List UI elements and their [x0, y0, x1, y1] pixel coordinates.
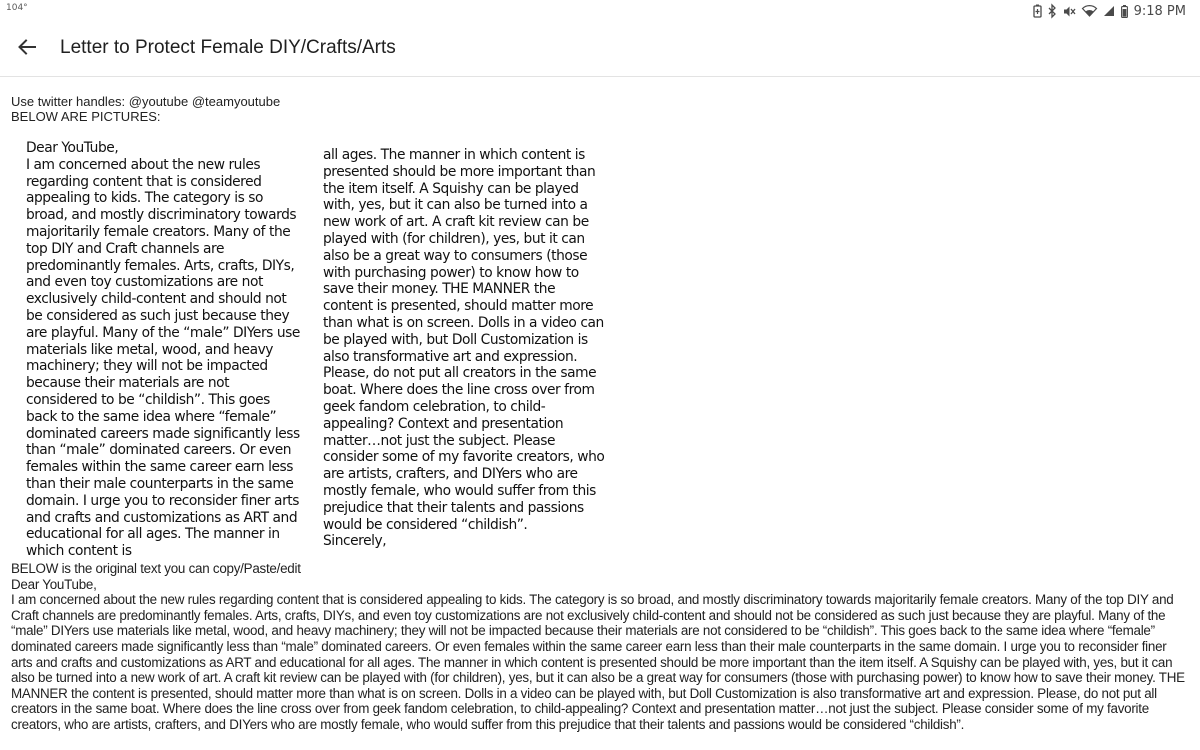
wifi-icon — [1082, 5, 1097, 17]
temperature-text: 104° — [6, 3, 28, 13]
letter-body-part-1: I am concerned about the new rules regarding content that is considered appealing to kids. The category is so broad, and mostly discriminatory towards majoritarily female creators. Many of the top DIY and Craft channels are predominantly females. Arts, crafts, DIYs, and even toy customizations are not exclusively child-content and should not be considered as such just because they are playful. Many of the “male” DIYers use materials like metal, wood, and heavy machinery; they will not be impacted because their materials are not considered to be “childish”. This goes back to the same idea where “female” dominated careers made significantly less than “male” dominated careers. Or even females within the same career earn less than their male counterparts in the same domain. I urge you to reconsider finer arts and crafts and customizations as ART and educational for all ages. The manner in which content is — [26, 156, 300, 560]
mute-icon — [1063, 5, 1076, 18]
signal-icon — [1103, 5, 1115, 17]
status-icons — [1033, 2, 1186, 20]
status-bar — [0, 0, 1200, 22]
letter-pictures — [0, 137, 620, 560]
original-text-block[interactable] — [11, 561, 1191, 733]
arrow-left-icon — [17, 37, 37, 62]
pictures-heading: BELOW ARE PICTURES: — [11, 109, 161, 124]
letter-body-part-2: all ages. The manner in which content is presented should be more important than the item itself. A Squishy can be played with, yes, but it can also be turned into a new work of art. A craft kit review can be played with (for children), yes, but it can also be a great way to consumers (those with purchasing power) to know how to save their money. THE MANNER the content is presented, should matter more than what is on screen. Dolls in a video can be played with, but Doll Customization is also transformative art and expression. Please, do not put all creators in the same boat. Where does the line cross over from geek fandom celebration, to child-appealing? Context and presentation matter…not just the subject. Please consider some of my favorite creators, who are artists, crafters, and DIYers who are mostly female, who would suffer from this prejudice that their talents and passions would be considered “childish”. — [323, 147, 605, 533]
letter-picture-2 — [323, 147, 605, 549]
battery-icon — [1121, 5, 1128, 18]
note-content[interactable] — [0, 77, 1200, 750]
original-body: I am concerned about the new rules regarding content that is considered appealing to kids. The category is so broad, and mostly discriminatory towards majoritarily female creators. Many of the top DIY and Craft channels are predominantly females. Arts, crafts, DIYs, and even toy customizations are not exclusively child-content and should not be considered as such just because they are playful. Many of the “male” DIYers use materials like metal, wood, and heavy machinery; they will not be impacted because their materials are not considered to be “childish”. This goes back to the same idea where “female” dominated careers made significantly less than “male” dominated careers. Or even females within the same career earn less than their male counterparts in the same domain. I urge you to reconsider finer arts and crafts and customizations as ART and educational for all ages. The manner in which content is presented should be more important than the item itself. A Squishy can be played with, yes, but it can also be turned into a new work of art. A craft kit review can be played with (for children), yes, but it can also be a great way for consumers (those with purchasing power) to know how to save their money. THE MANNER the content is presented, should matter more than what is on screen. Dolls in a video can be played with, but Doll Customization is also transformative art and expression. Please, do not put all creators in the same boat. Where does the line cross over from geek fandom celebration, to child-appealing? Context and presentation matter…not just the subject. Please consider some of my favorite creators, who are artists, crafters, and DIYers who are mostly female, who would suffer from this prejudice that their talents and passions would be considered “childish”. — [11, 592, 1185, 732]
letter-closing: Sincerely, — [323, 533, 387, 550]
bluetooth-icon — [1048, 4, 1057, 18]
original-text-heading: BELOW is the original text you can copy/Paste/edit — [11, 561, 301, 576]
letter-picture-1 — [26, 140, 304, 560]
original-greeting: Dear YouTube, — [11, 576, 97, 592]
clock-time: 9:18 PM — [1133, 3, 1186, 19]
page-title: Letter to Protect Female DIY/Crafts/Arts — [60, 37, 396, 58]
battery-saver-icon — [1033, 4, 1042, 18]
intro-text — [11, 94, 280, 124]
back-button[interactable] — [12, 34, 42, 64]
letter-greeting: Dear YouTube, — [26, 140, 119, 156]
app-bar — [0, 22, 1200, 77]
twitter-handles-line: Use twitter handles: @youtube @teamyoutube — [11, 94, 281, 109]
